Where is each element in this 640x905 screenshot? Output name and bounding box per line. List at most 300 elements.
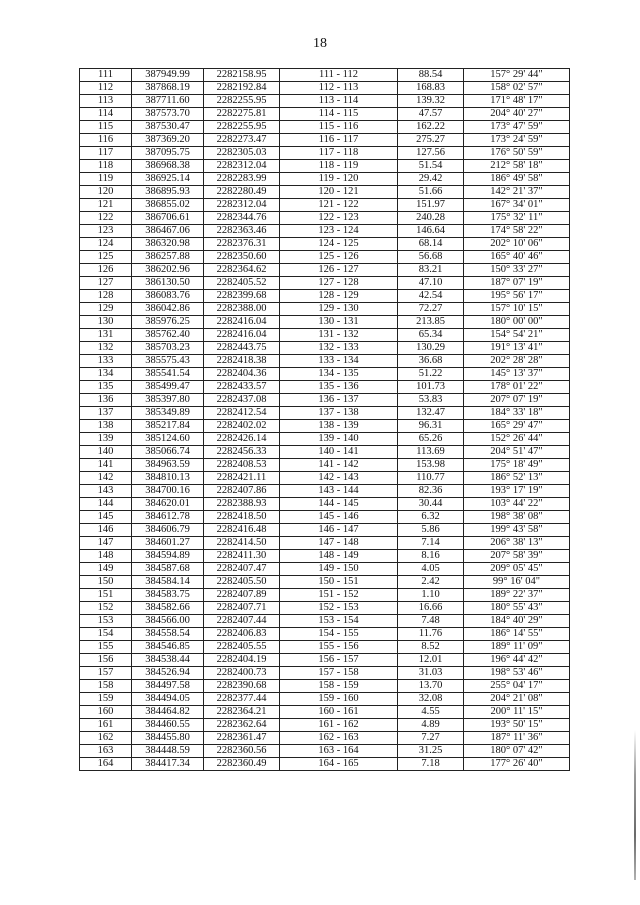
y-coordinate-cell: 2282362.64: [204, 719, 280, 732]
x-coordinate-cell: 384497.58: [132, 680, 204, 693]
table-row: [80, 615, 570, 628]
bearing-cell: 207° 07' 19": [464, 394, 570, 407]
table-row: [80, 537, 570, 550]
x-coordinate-cell: 386320.98: [132, 238, 204, 251]
segment-cell: 118 - 119: [280, 160, 398, 173]
bearing-cell: 191° 13' 41": [464, 342, 570, 355]
segment-cell: 125 - 126: [280, 251, 398, 264]
point-number-cell: 161: [80, 719, 132, 732]
bearing-cell: 167° 34' 01": [464, 199, 570, 212]
bearing-cell: 184° 33' 18": [464, 407, 570, 420]
x-coordinate-cell: 384460.55: [132, 719, 204, 732]
bearing-cell: 193° 50' 15": [464, 719, 570, 732]
y-coordinate-cell: 2282275.81: [204, 108, 280, 121]
point-number-cell: 140: [80, 446, 132, 459]
bearing-cell: 171° 48' 17": [464, 95, 570, 108]
point-number-cell: 149: [80, 563, 132, 576]
point-number-cell: 122: [80, 212, 132, 225]
distance-cell: 2.42: [398, 576, 464, 589]
segment-cell: 137 - 138: [280, 407, 398, 420]
y-coordinate-cell: 2282404.36: [204, 368, 280, 381]
distance-cell: 110.77: [398, 472, 464, 485]
table-row: [80, 576, 570, 589]
distance-cell: 68.14: [398, 238, 464, 251]
distance-cell: 30.44: [398, 498, 464, 511]
point-number-cell: 157: [80, 667, 132, 680]
bearing-cell: 165° 29' 47": [464, 420, 570, 433]
table-row: [80, 264, 570, 277]
distance-cell: 31.03: [398, 667, 464, 680]
point-number-cell: 139: [80, 433, 132, 446]
distance-cell: 72.27: [398, 303, 464, 316]
y-coordinate-cell: 2282312.04: [204, 199, 280, 212]
point-number-cell: 156: [80, 654, 132, 667]
x-coordinate-cell: 385217.84: [132, 420, 204, 433]
point-number-cell: 130: [80, 316, 132, 329]
distance-cell: 275.27: [398, 134, 464, 147]
segment-cell: 123 - 124: [280, 225, 398, 238]
distance-cell: 7.14: [398, 537, 464, 550]
segment-cell: 162 - 163: [280, 732, 398, 745]
segment-cell: 131 - 132: [280, 329, 398, 342]
y-coordinate-cell: 2282360.49: [204, 758, 280, 771]
segment-cell: 148 - 149: [280, 550, 398, 563]
y-coordinate-cell: 2282273.47: [204, 134, 280, 147]
distance-cell: 31.25: [398, 745, 464, 758]
bearing-cell: 176° 50' 59": [464, 147, 570, 160]
point-number-cell: 141: [80, 459, 132, 472]
segment-cell: 140 - 141: [280, 446, 398, 459]
distance-cell: 13.70: [398, 680, 464, 693]
bearing-cell: 189° 22' 37": [464, 589, 570, 602]
point-number-cell: 145: [80, 511, 132, 524]
bearing-cell: 198° 38' 08": [464, 511, 570, 524]
x-coordinate-cell: 384526.94: [132, 667, 204, 680]
distance-cell: 146.64: [398, 225, 464, 238]
table-row: [80, 303, 570, 316]
y-coordinate-cell: 2282388.93: [204, 498, 280, 511]
segment-cell: 156 - 157: [280, 654, 398, 667]
bearing-cell: 202° 10' 06": [464, 238, 570, 251]
x-coordinate-cell: 384455.80: [132, 732, 204, 745]
segment-cell: 121 - 122: [280, 199, 398, 212]
table-row: [80, 225, 570, 238]
y-coordinate-cell: 2282377.44: [204, 693, 280, 706]
x-coordinate-cell: 384606.79: [132, 524, 204, 537]
bearing-cell: 186° 52' 13": [464, 472, 570, 485]
y-coordinate-cell: 2282405.50: [204, 576, 280, 589]
table-row: [80, 238, 570, 251]
bearing-cell: 202° 28' 28": [464, 355, 570, 368]
point-number-cell: 124: [80, 238, 132, 251]
segment-cell: 144 - 145: [280, 498, 398, 511]
point-number-cell: 121: [80, 199, 132, 212]
y-coordinate-cell: 2282433.57: [204, 381, 280, 394]
x-coordinate-cell: 386042.86: [132, 303, 204, 316]
y-coordinate-cell: 2282388.00: [204, 303, 280, 316]
y-coordinate-cell: 2282456.33: [204, 446, 280, 459]
x-coordinate-cell: 384558.54: [132, 628, 204, 641]
bearing-cell: 198° 53' 46": [464, 667, 570, 680]
distance-cell: 101.73: [398, 381, 464, 394]
segment-cell: 157 - 158: [280, 667, 398, 680]
y-coordinate-cell: 2282255.95: [204, 121, 280, 134]
segment-cell: 147 - 148: [280, 537, 398, 550]
y-coordinate-cell: 2282416.48: [204, 524, 280, 537]
segment-cell: 116 - 117: [280, 134, 398, 147]
segment-cell: 158 - 159: [280, 680, 398, 693]
bearing-cell: 180° 55' 43": [464, 602, 570, 615]
bearing-cell: 186° 14' 55": [464, 628, 570, 641]
segment-cell: 143 - 144: [280, 485, 398, 498]
bearing-cell: 206° 38' 13": [464, 537, 570, 550]
x-coordinate-cell: 387530.47: [132, 121, 204, 134]
table-row: [80, 121, 570, 134]
bearing-cell: 187° 11' 36": [464, 732, 570, 745]
segment-cell: 133 - 134: [280, 355, 398, 368]
x-coordinate-cell: 384448.59: [132, 745, 204, 758]
table-row: [80, 199, 570, 212]
segment-cell: 163 - 164: [280, 745, 398, 758]
bearing-cell: 200° 11' 15": [464, 706, 570, 719]
table-row: [80, 173, 570, 186]
segment-cell: 164 - 165: [280, 758, 398, 771]
table-row: [80, 706, 570, 719]
distance-cell: 88.54: [398, 69, 464, 82]
table-row: [80, 745, 570, 758]
point-number-cell: 159: [80, 693, 132, 706]
x-coordinate-cell: 387369.20: [132, 134, 204, 147]
segment-cell: 141 - 142: [280, 459, 398, 472]
distance-cell: 65.26: [398, 433, 464, 446]
bearing-cell: 99° 16' 04": [464, 576, 570, 589]
x-coordinate-cell: 385541.54: [132, 368, 204, 381]
x-coordinate-cell: 385397.80: [132, 394, 204, 407]
bearing-cell: 204° 21' 08": [464, 693, 570, 706]
y-coordinate-cell: 2282255.95: [204, 95, 280, 108]
segment-cell: 130 - 131: [280, 316, 398, 329]
distance-cell: 96.31: [398, 420, 464, 433]
point-number-cell: 152: [80, 602, 132, 615]
table-row: [80, 719, 570, 732]
point-number-cell: 151: [80, 589, 132, 602]
segment-cell: 153 - 154: [280, 615, 398, 628]
distance-cell: 8.52: [398, 641, 464, 654]
distance-cell: 82.36: [398, 485, 464, 498]
y-coordinate-cell: 2282407.71: [204, 602, 280, 615]
bearing-cell: 103° 44' 22": [464, 498, 570, 511]
y-coordinate-cell: 2282364.62: [204, 264, 280, 277]
x-coordinate-cell: 385575.43: [132, 355, 204, 368]
y-coordinate-cell: 2282407.47: [204, 563, 280, 576]
segment-cell: 151 - 152: [280, 589, 398, 602]
segment-cell: 132 - 133: [280, 342, 398, 355]
distance-cell: 7.27: [398, 732, 464, 745]
bearing-cell: 145° 13' 37": [464, 368, 570, 381]
distance-cell: 139.32: [398, 95, 464, 108]
x-coordinate-cell: 387949.99: [132, 69, 204, 82]
bearing-cell: 209° 05' 45": [464, 563, 570, 576]
x-coordinate-cell: 386257.88: [132, 251, 204, 264]
y-coordinate-cell: 2282363.46: [204, 225, 280, 238]
distance-cell: 47.10: [398, 277, 464, 290]
distance-cell: 83.21: [398, 264, 464, 277]
table-row: [80, 563, 570, 576]
table-row: [80, 511, 570, 524]
table-row: [80, 524, 570, 537]
point-number-cell: 126: [80, 264, 132, 277]
table-row: [80, 498, 570, 511]
segment-cell: 135 - 136: [280, 381, 398, 394]
point-number-cell: 158: [80, 680, 132, 693]
x-coordinate-cell: 384594.89: [132, 550, 204, 563]
bearing-cell: 165° 40' 46": [464, 251, 570, 264]
distance-cell: 130.29: [398, 342, 464, 355]
distance-cell: 8.16: [398, 550, 464, 563]
point-number-cell: 117: [80, 147, 132, 160]
segment-cell: 154 - 155: [280, 628, 398, 641]
table-row: [80, 147, 570, 160]
bearing-cell: 184° 40' 29": [464, 615, 570, 628]
y-coordinate-cell: 2282443.75: [204, 342, 280, 355]
bearing-cell: 212° 58' 18": [464, 160, 570, 173]
y-coordinate-cell: 2282405.55: [204, 641, 280, 654]
y-coordinate-cell: 2282305.03: [204, 147, 280, 160]
x-coordinate-cell: 384587.68: [132, 563, 204, 576]
bearing-cell: 187° 07' 19": [464, 277, 570, 290]
y-coordinate-cell: 2282280.49: [204, 186, 280, 199]
table-row: [80, 277, 570, 290]
distance-cell: 56.68: [398, 251, 464, 264]
point-number-cell: 112: [80, 82, 132, 95]
segment-cell: 113 - 114: [280, 95, 398, 108]
bearing-cell: 186° 49' 58": [464, 173, 570, 186]
table-row: [80, 693, 570, 706]
distance-cell: 32.08: [398, 693, 464, 706]
distance-cell: 12.01: [398, 654, 464, 667]
segment-cell: 128 - 129: [280, 290, 398, 303]
distance-cell: 162.22: [398, 121, 464, 134]
y-coordinate-cell: 2282364.21: [204, 706, 280, 719]
x-coordinate-cell: 384494.05: [132, 693, 204, 706]
y-coordinate-cell: 2282418.50: [204, 511, 280, 524]
table-row: [80, 641, 570, 654]
x-coordinate-cell: 384584.14: [132, 576, 204, 589]
bearing-cell: 158° 02' 57": [464, 82, 570, 95]
bearing-cell: 199° 43' 58": [464, 524, 570, 537]
scan-edge-mark: [634, 730, 636, 880]
point-number-cell: 163: [80, 745, 132, 758]
bearing-cell: 174° 58' 22": [464, 225, 570, 238]
table-row: [80, 69, 570, 82]
y-coordinate-cell: 2282426.14: [204, 433, 280, 446]
table-row: [80, 732, 570, 745]
segment-cell: 136 - 137: [280, 394, 398, 407]
x-coordinate-cell: 387711.60: [132, 95, 204, 108]
segment-cell: 138 - 139: [280, 420, 398, 433]
table-row: [80, 186, 570, 199]
distance-cell: 5.86: [398, 524, 464, 537]
table-row: [80, 628, 570, 641]
point-number-cell: 154: [80, 628, 132, 641]
x-coordinate-cell: 386968.38: [132, 160, 204, 173]
y-coordinate-cell: 2282376.31: [204, 238, 280, 251]
bearing-cell: 175° 32' 11": [464, 212, 570, 225]
table-row: [80, 394, 570, 407]
x-coordinate-cell: 387095.75: [132, 147, 204, 160]
distance-cell: 132.47: [398, 407, 464, 420]
segment-cell: 111 - 112: [280, 69, 398, 82]
x-coordinate-cell: 385762.40: [132, 329, 204, 342]
y-coordinate-cell: 2282402.02: [204, 420, 280, 433]
segment-cell: 112 - 113: [280, 82, 398, 95]
table-row: [80, 134, 570, 147]
x-coordinate-cell: 385499.47: [132, 381, 204, 394]
distance-cell: 42.54: [398, 290, 464, 303]
table-row: [80, 654, 570, 667]
y-coordinate-cell: 2282407.44: [204, 615, 280, 628]
x-coordinate-cell: 384700.16: [132, 485, 204, 498]
y-coordinate-cell: 2282400.73: [204, 667, 280, 680]
distance-cell: 6.32: [398, 511, 464, 524]
x-coordinate-cell: 384546.85: [132, 641, 204, 654]
point-number-cell: 148: [80, 550, 132, 563]
point-number-cell: 123: [80, 225, 132, 238]
x-coordinate-cell: 384612.78: [132, 511, 204, 524]
distance-cell: 213.85: [398, 316, 464, 329]
bearing-cell: 150° 33' 27": [464, 264, 570, 277]
segment-cell: 122 - 123: [280, 212, 398, 225]
y-coordinate-cell: 2282437.08: [204, 394, 280, 407]
x-coordinate-cell: 384583.75: [132, 589, 204, 602]
point-number-cell: 162: [80, 732, 132, 745]
table-row: [80, 589, 570, 602]
segment-cell: 152 - 153: [280, 602, 398, 615]
x-coordinate-cell: 384810.13: [132, 472, 204, 485]
distance-cell: 51.54: [398, 160, 464, 173]
table-row: [80, 550, 570, 563]
table-row: [80, 407, 570, 420]
segment-cell: 126 - 127: [280, 264, 398, 277]
table-row: [80, 433, 570, 446]
y-coordinate-cell: 2282404.19: [204, 654, 280, 667]
x-coordinate-cell: 386895.93: [132, 186, 204, 199]
table-row: [80, 342, 570, 355]
bearing-cell: 180° 07' 42": [464, 745, 570, 758]
y-coordinate-cell: 2282360.56: [204, 745, 280, 758]
distance-cell: 16.66: [398, 602, 464, 615]
x-coordinate-cell: 384601.27: [132, 537, 204, 550]
segment-cell: 150 - 151: [280, 576, 398, 589]
distance-cell: 65.34: [398, 329, 464, 342]
bearing-cell: 204° 40' 27": [464, 108, 570, 121]
bearing-cell: 152° 26' 44": [464, 433, 570, 446]
bearing-cell: 175° 18' 49": [464, 459, 570, 472]
segment-cell: 160 - 161: [280, 706, 398, 719]
table-row: [80, 459, 570, 472]
table-row: [80, 368, 570, 381]
x-coordinate-cell: 384538.44: [132, 654, 204, 667]
segment-cell: 115 - 116: [280, 121, 398, 134]
point-number-cell: 137: [80, 407, 132, 420]
bearing-cell: 178° 01' 22": [464, 381, 570, 394]
point-number-cell: 115: [80, 121, 132, 134]
table-row: [80, 251, 570, 264]
x-coordinate-cell: 384566.00: [132, 615, 204, 628]
x-coordinate-cell: 384417.34: [132, 758, 204, 771]
table-row: [80, 472, 570, 485]
distance-cell: 11.76: [398, 628, 464, 641]
segment-cell: 120 - 121: [280, 186, 398, 199]
y-coordinate-cell: 2282416.04: [204, 329, 280, 342]
x-coordinate-cell: 384582.66: [132, 602, 204, 615]
segment-cell: 145 - 146: [280, 511, 398, 524]
point-number-cell: 155: [80, 641, 132, 654]
table-row: [80, 381, 570, 394]
bearing-cell: 157° 10' 15": [464, 303, 570, 316]
y-coordinate-cell: 2282407.89: [204, 589, 280, 602]
bearing-cell: 154° 54' 21": [464, 329, 570, 342]
point-number-cell: 134: [80, 368, 132, 381]
segment-cell: 119 - 120: [280, 173, 398, 186]
y-coordinate-cell: 2282158.95: [204, 69, 280, 82]
segment-cell: 161 - 162: [280, 719, 398, 732]
segment-cell: 114 - 115: [280, 108, 398, 121]
x-coordinate-cell: 386855.02: [132, 199, 204, 212]
segment-cell: 124 - 125: [280, 238, 398, 251]
segment-cell: 129 - 130: [280, 303, 398, 316]
bearing-cell: 142° 21' 37": [464, 186, 570, 199]
y-coordinate-cell: 2282283.99: [204, 173, 280, 186]
table-row: [80, 95, 570, 108]
point-number-cell: 142: [80, 472, 132, 485]
table-row: [80, 316, 570, 329]
segment-cell: 117 - 118: [280, 147, 398, 160]
coordinates-table-body: [80, 69, 570, 771]
bearing-cell: 207° 58' 39": [464, 550, 570, 563]
segment-cell: 159 - 160: [280, 693, 398, 706]
y-coordinate-cell: 2282407.86: [204, 485, 280, 498]
distance-cell: 7.18: [398, 758, 464, 771]
y-coordinate-cell: 2282405.52: [204, 277, 280, 290]
point-number-cell: 127: [80, 277, 132, 290]
table-row: [80, 355, 570, 368]
distance-cell: 51.22: [398, 368, 464, 381]
bearing-cell: 173° 24' 59": [464, 134, 570, 147]
distance-cell: 29.42: [398, 173, 464, 186]
distance-cell: 4.05: [398, 563, 464, 576]
bearing-cell: 193° 17' 19": [464, 485, 570, 498]
table-row: [80, 108, 570, 121]
bearing-cell: 177° 26' 40": [464, 758, 570, 771]
y-coordinate-cell: 2282350.60: [204, 251, 280, 264]
y-coordinate-cell: 2282312.04: [204, 160, 280, 173]
x-coordinate-cell: 387573.70: [132, 108, 204, 121]
y-coordinate-cell: 2282408.53: [204, 459, 280, 472]
distance-cell: 127.56: [398, 147, 464, 160]
point-number-cell: 119: [80, 173, 132, 186]
bearing-cell: 189° 11' 09": [464, 641, 570, 654]
page-number: 18: [313, 36, 327, 51]
y-coordinate-cell: 2282421.11: [204, 472, 280, 485]
bearing-cell: 196° 44' 42": [464, 654, 570, 667]
x-coordinate-cell: 386202.96: [132, 264, 204, 277]
bearing-cell: 180° 00' 00": [464, 316, 570, 329]
point-number-cell: 131: [80, 329, 132, 342]
x-coordinate-cell: 386706.61: [132, 212, 204, 225]
x-coordinate-cell: 386925.14: [132, 173, 204, 186]
point-number-cell: 146: [80, 524, 132, 537]
